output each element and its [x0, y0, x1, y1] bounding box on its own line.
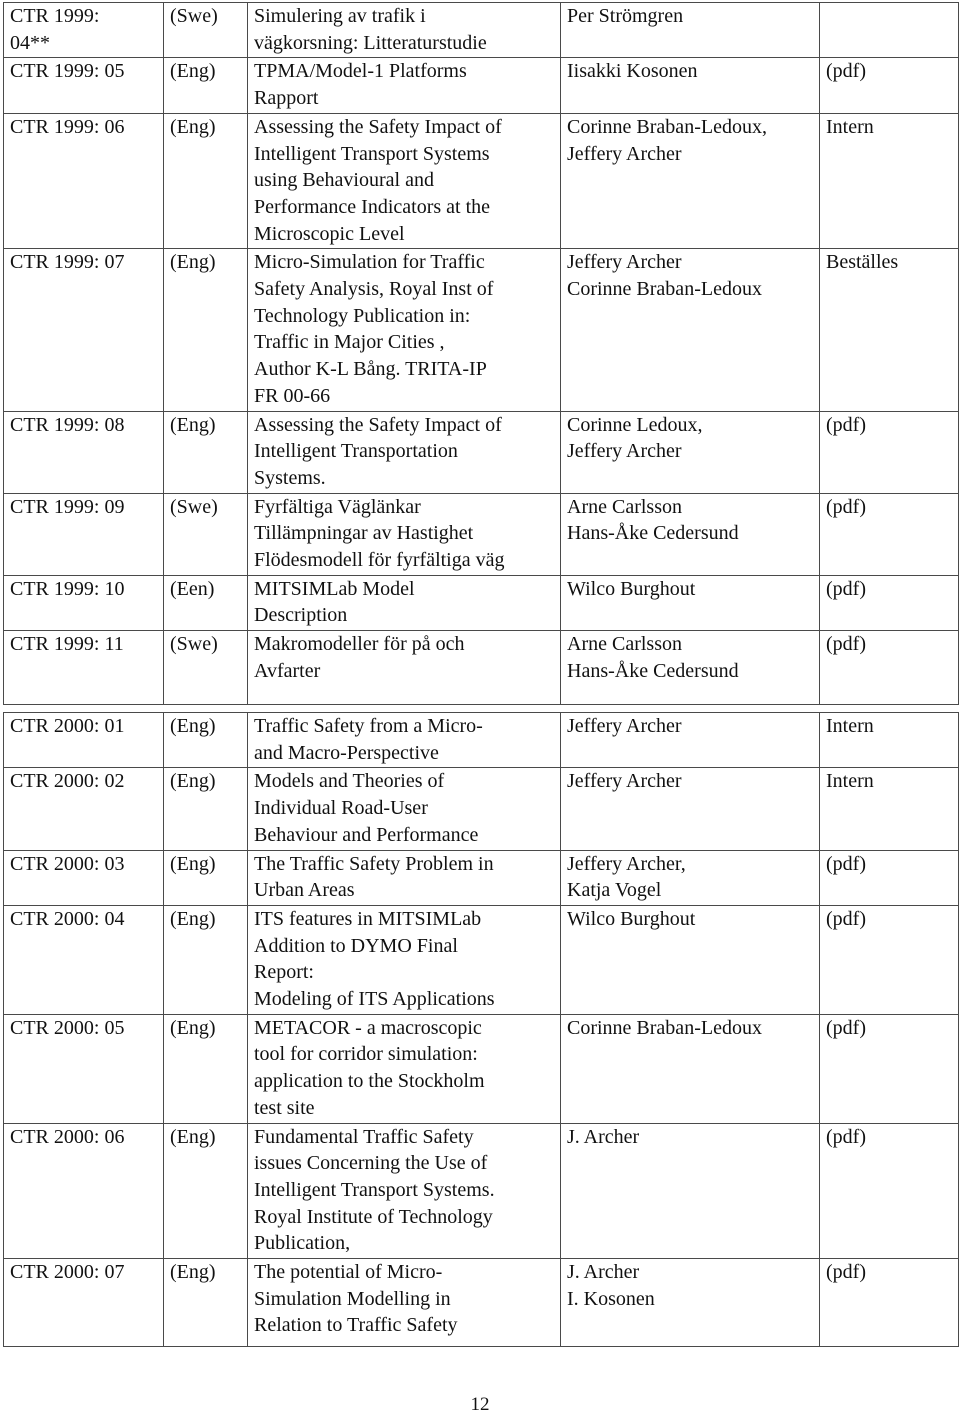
availability-cell[interactable]: (pdf) [820, 493, 959, 575]
title-cell: ITS features in MITSIMLab Addition to DYMO Final Report: Modeling of ITS Applications [248, 905, 561, 1014]
author-cell: Wilco Burghout [561, 575, 820, 630]
availability-cell[interactable]: (pdf) [820, 631, 959, 705]
title-cell: Fyrfältiga Väglänkar Tillämpningar av Hastighet Flödesmodell för fyrfältiga väg [248, 493, 561, 575]
author-cell: Jeffery Archer Corinne Braban-Ledoux [561, 249, 820, 411]
author-cell: Jeffery Archer [561, 713, 820, 768]
availability-cell[interactable]: (pdf) [820, 58, 959, 113]
language-cell: (Eng) [164, 1014, 248, 1123]
language-cell: (Swe) [164, 631, 248, 705]
table-row [4, 713, 959, 768]
availability-cell[interactable]: (pdf) [820, 1014, 959, 1123]
availability-cell[interactable]: (pdf) [820, 575, 959, 630]
language-cell: (Eng) [164, 850, 248, 905]
report-id-cell: CTR 2000: 07 [4, 1259, 164, 1347]
title-cell: Models and Theories of Individual Road-User Behaviour and Performance [248, 768, 561, 850]
report-id-cell: CTR 2000: 04 [4, 905, 164, 1014]
title-cell: TPMA/Model-1 Platforms Rapport [248, 58, 561, 113]
author-cell: J. Archer I. Kosonen [561, 1259, 820, 1347]
author-cell: Per Strömgren [561, 3, 820, 58]
availability-cell[interactable]: (pdf) [820, 850, 959, 905]
availability-cell [820, 3, 959, 58]
language-cell: (Eng) [164, 905, 248, 1014]
title-cell: The Traffic Safety Problem in Urban Areas [248, 850, 561, 905]
report-id-cell: CTR 2000: 05 [4, 1014, 164, 1123]
report-id-cell: CTR 2000: 01 [4, 713, 164, 768]
report-id-cell: CTR 1999: 08 [4, 411, 164, 493]
title-cell: The potential of Micro- Simulation Modelling in Relation to Traffic Safety [248, 1259, 561, 1347]
table-row [4, 905, 959, 1014]
author-cell: Arne Carlsson Hans-Åke Cedersund [561, 631, 820, 705]
language-cell: (Eng) [164, 411, 248, 493]
title-cell: MITSIMLab Model Description [248, 575, 561, 630]
availability-cell: Intern [820, 113, 959, 249]
language-cell: (Eng) [164, 713, 248, 768]
table-row [4, 850, 959, 905]
table-row [4, 493, 959, 575]
availability-cell: Intern [820, 713, 959, 768]
reports-table-body [4, 3, 959, 705]
table-row [4, 249, 959, 411]
language-cell: (Een) [164, 575, 248, 630]
availability-cell[interactable]: (pdf) [820, 1123, 959, 1259]
report-id-cell: CTR 1999: 11 [4, 631, 164, 705]
table-row [4, 768, 959, 850]
report-id-cell: CTR 1999: 04** [4, 3, 164, 58]
author-cell: Corinne Braban-Ledoux, Jeffery Archer [561, 113, 820, 249]
title-cell: METACOR - a macroscopic tool for corridor simulation: application to the Stockholm test site [248, 1014, 561, 1123]
table-row [4, 631, 959, 705]
language-cell: (Eng) [164, 249, 248, 411]
language-cell: (Eng) [164, 1123, 248, 1259]
table-row [4, 411, 959, 493]
report-id-cell: CTR 1999: 05 [4, 58, 164, 113]
availability-cell: Intern [820, 768, 959, 850]
language-cell: (Eng) [164, 113, 248, 249]
author-cell: Jeffery Archer [561, 768, 820, 850]
title-cell: Assessing the Safety Impact of Intelligent Transport Systems using Behavioural and Performance Indicators at the Microscopic Level [248, 113, 561, 249]
availability-cell: Beställes [820, 249, 959, 411]
language-cell: (Swe) [164, 3, 248, 58]
author-cell: Arne Carlsson Hans-Åke Cedersund [561, 493, 820, 575]
table-row [4, 3, 959, 58]
title-cell: Assessing the Safety Impact of Intelligent Transportation Systems. [248, 411, 561, 493]
report-id-cell: CTR 1999: 07 [4, 249, 164, 411]
title-cell: Micro-Simulation for Traffic Safety Analysis, Royal Inst of Technology Publication in: Traffic in Major Cities , Author K-L Bång. TRITA-IP FR 00-66 [248, 249, 561, 411]
report-id-cell: CTR 1999: 10 [4, 575, 164, 630]
author-cell: Iisakki Kosonen [561, 58, 820, 113]
table-row [4, 1123, 959, 1259]
reports-table-2000 [3, 712, 959, 1347]
reports-table-body [4, 713, 959, 1347]
table-row [4, 1259, 959, 1347]
report-id-cell: CTR 1999: 09 [4, 493, 164, 575]
title-cell: Simulering av trafik i vägkorsning: Litteraturstudie [248, 3, 561, 58]
language-cell: (Eng) [164, 1259, 248, 1347]
table-row [4, 575, 959, 630]
report-id-cell: CTR 1999: 06 [4, 113, 164, 249]
report-id-cell: CTR 2000: 06 [4, 1123, 164, 1259]
report-id-cell: CTR 2000: 03 [4, 850, 164, 905]
page-number: 12 [470, 1394, 490, 1415]
author-cell: Corinne Ledoux, Jeffery Archer [561, 411, 820, 493]
table-row [4, 113, 959, 249]
author-cell: Wilco Burghout [561, 905, 820, 1014]
title-cell: Fundamental Traffic Safety issues Concerning the Use of Intelligent Transport Systems. Royal Institute of Technology Publication, [248, 1123, 561, 1259]
author-cell: Corinne Braban-Ledoux [561, 1014, 820, 1123]
title-cell: Traffic Safety from a Micro- and Macro-Perspective [248, 713, 561, 768]
title-cell: Makromodeller för på och Avfarter [248, 631, 561, 705]
author-cell: J. Archer [561, 1123, 820, 1259]
language-cell: (Eng) [164, 768, 248, 850]
language-cell: (Swe) [164, 493, 248, 575]
author-cell: Jeffery Archer, Katja Vogel [561, 850, 820, 905]
table-row [4, 1014, 959, 1123]
report-id-cell: CTR 2000: 02 [4, 768, 164, 850]
availability-cell[interactable]: (pdf) [820, 411, 959, 493]
language-cell: (Eng) [164, 58, 248, 113]
table-row [4, 58, 959, 113]
availability-cell[interactable]: (pdf) [820, 905, 959, 1014]
availability-cell[interactable]: (pdf) [820, 1259, 959, 1347]
reports-table-1999 [3, 2, 959, 705]
